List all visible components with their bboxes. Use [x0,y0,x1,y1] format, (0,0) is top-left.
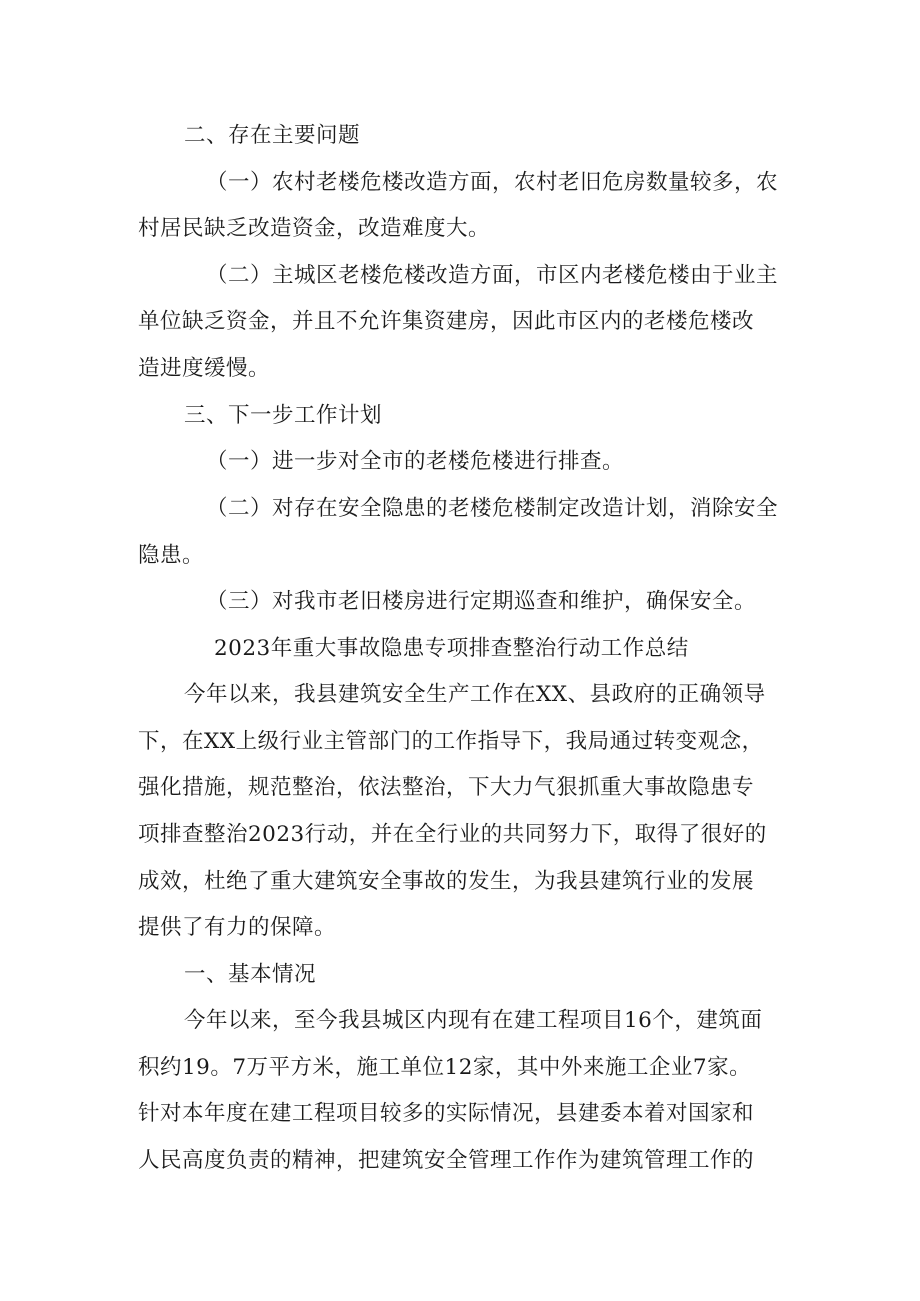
paragraph-line: 成效，杜绝了重大建筑安全事故的发生，为我县建筑行业的发展 [138,869,755,894]
paragraph-line: 今年以来，我县建筑安全生产工作在XX、县政府的正确领导 [184,682,766,707]
paragraph-line: （二）主城区老楼危楼改造方面，市区内老楼危楼由于业主 [206,263,779,288]
paragraph-line: 造进度缓慢。 [138,356,271,381]
paragraph-line: 针对本年度在建工程项目较多的实际情况，县建委本着对国家和 [138,1101,755,1126]
paragraph-line: 隐患。 [138,543,205,568]
section-heading-plan: 三、下一步工作计划 [184,403,383,428]
paragraph-line: 人民高度负责的精神，把建筑安全管理工作作为建筑管理工作的 [138,1148,755,1173]
paragraph-line: 下，在XX上级行业主管部门的工作指导下，我局通过转变观念， [138,729,764,754]
paragraph-line: 强化措施，规范整治，依法整治，下大力气狠抓重大事故隐患专 [138,775,755,800]
paragraph-line: （一）进一步对全市的老楼危楼进行排查。 [206,449,625,474]
paragraph-line: 今年以来，至今我县城区内现有在建工程项目16个，建筑面 [184,1008,763,1033]
summary-title: 2023年重大事故隐患专项排查整治行动工作总结 [214,636,689,661]
paragraph-line: （二）对存在安全隐患的老楼危楼制定改造计划，消除安全 [206,496,779,521]
paragraph-line: 提供了有力的保障。 [138,915,337,940]
paragraph-line: （一）农村老楼危楼改造方面，农村老旧危房数量较多，农 [206,170,779,195]
paragraph-line: （三）对我市老旧楼房进行定期巡查和维护，确保安全。 [206,589,757,614]
paragraph-line: 村居民缺乏改造资金，改造难度大。 [138,216,491,241]
paragraph-line: 单位缺乏资金，并且不允许集资建房，因此市区内的老楼危楼改 [138,309,755,334]
section-heading-problems: 二、存在主要问题 [184,123,361,148]
paragraph-line: 项排查整治2023行动，并在全行业的共同努力下，取得了很好的 [138,822,767,847]
paragraph-line: 积约19。7万平方米，施工单位12家，其中外来施工企业7家。 [138,1055,752,1080]
section-heading-basic: 一、基本情况 [184,962,317,987]
